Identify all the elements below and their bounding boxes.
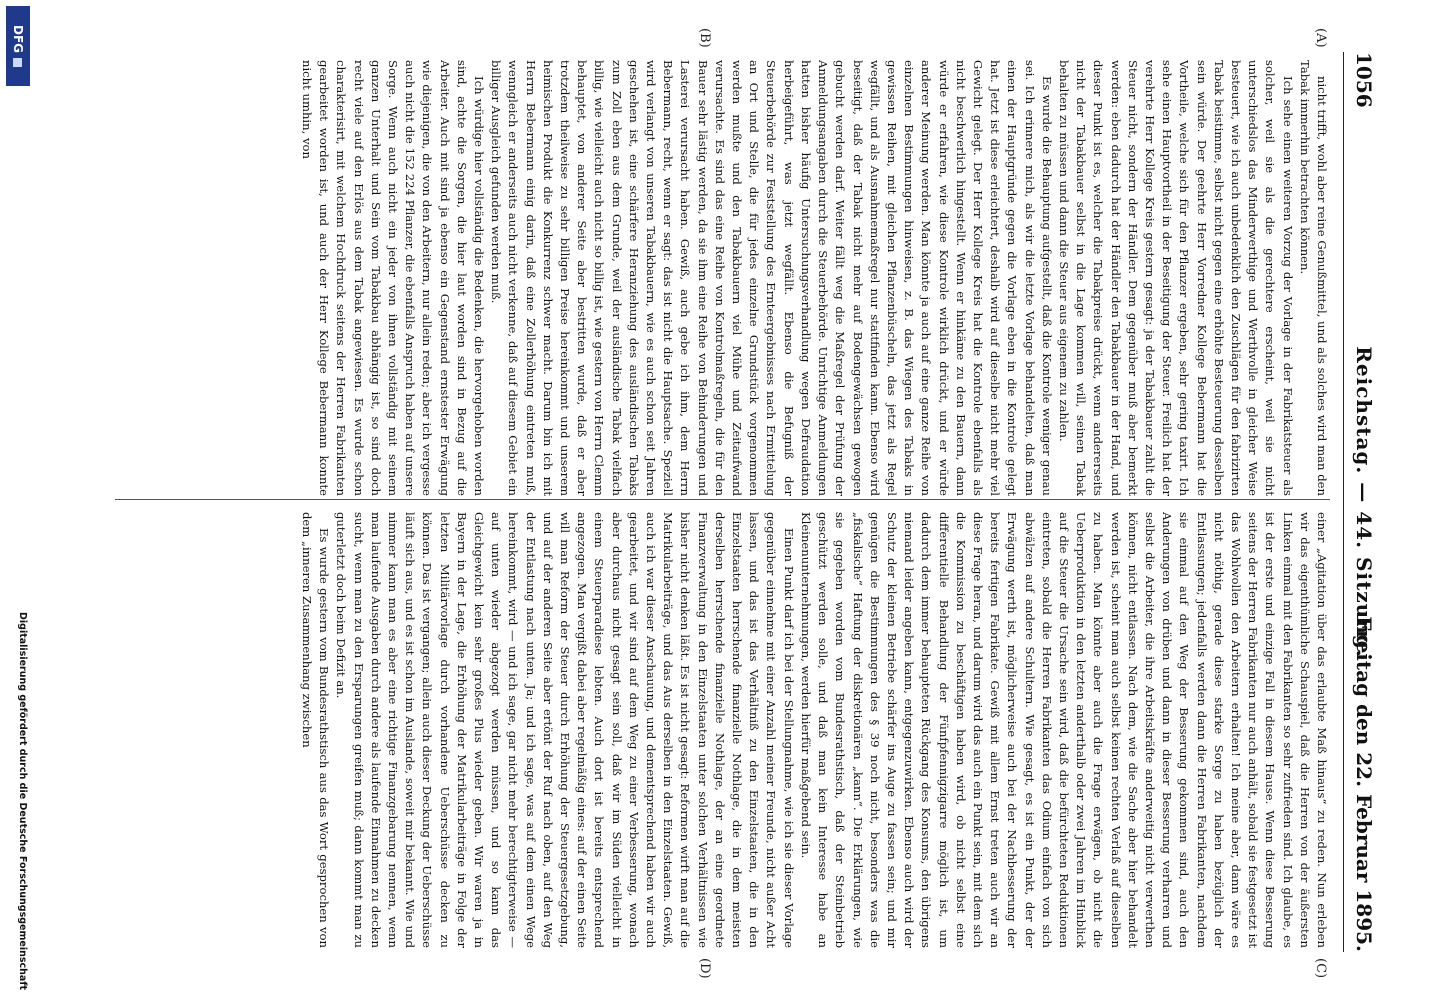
page-header <box>1343 52 1384 952</box>
dfg-logo-text: DFG <box>11 24 25 53</box>
dfg-logo <box>6 6 30 86</box>
right-text-column <box>115 512 1330 948</box>
session-title: Reichstag. — 44. Sitzung. <box>1352 346 1376 658</box>
paragraph: Es wurde gestern vom Bundesrathstisch aus das Wort gesprochen von dem „inneren Zusammenhang zwischen <box>300 512 332 948</box>
paragraph: Einen Punkt darf ich bei der Stellungnahme, wie ich sie dieser Vorlage gegenüber einnehme mit einer Anzahl meiner Freunde, nicht außer Acht lassen, und das ist das Verhältniß zu den Einzelstaaten, die in den Einzelstaaten herrschende finanzielle Nothlage, die in dem meisten derselben herrschende finanzielle Nothlage, der an eine geordnete Finanzverwaltung in den Einzelstaaten unter solchen Verhältnissen wie bisher nicht denken läßt. Es ist nicht gesagt: Reformen wirft man auf die Matrikularbeiträge, und das Aus derselben in den Einzelstaaten. Gewiß, auch ich war dieser Anschauung, und dementsprechend haben wir auch gearbeitet, und wir sind auf dem Weg zu einer Verbesserung, wonach aber durchaus nicht gesagt sein soll, daß wir im Süden vielleicht in einem Steuerparadiese lebten. Auch dort ist bereits entsprechend angezogen. Man vergißt dabei aber regelmäßig eines: auf der einen Seite will man Reform der Steuer durch Erhöhung der Steuergesetzgebung, und auf der anderen Seite aber ertönt der Ruf nach oben, auf den Weg der Entlastung nach unten. Ja; und ich sage, was auf dem einen Wege hereinkommt, wird — und ich sage, gar nicht mehr berechtigterweise — auf unten wieder abgezogt werden müssen, und so kann das Gleichgewicht kein sehr großes Plus wieder geben. Wir waren ja in Bayern in der Lage, die Erhöhung der Matrikularbeiträge in Folge der letzten Militärvorlage durch vorhandene Ueberschüsse decken zu können. Das ist vergangen; allein auch dieser Deckung der Ueberschüsse läuft sich aus, und es ist schon im Auslande, soweit mir bekannt. Wie und nimmer kann man es aber eine richtige Finanzgebarung nennen, wenn man laufende Ausgaben durch andere als laufende Einnahmen zu decken sucht, wenn man zu den Ersparungen greifen muß; dann kommt man zu guterletzt doch beim Defizit an. <box>334 512 796 948</box>
dfg-logo-square-icon <box>14 58 23 67</box>
session-date: Freitag den 22. Februar 1895. <box>1352 616 1376 952</box>
page-number: 1056 <box>1352 52 1376 108</box>
paragraph: nicht trifft, wohl aber reine Genußmittel, und als solches wird man den Tabak immerhin betrachten können. <box>1297 60 1329 496</box>
margin-marker-a: (A) <box>1313 28 1328 48</box>
margin-marker-d: (D) <box>697 958 712 979</box>
paragraph: Ich würdige hier vollständig die Bedenken, die hervorgehoben worden sind, achte die Sorgen, die hier laut worden sind in Bezug auf die Arbeiter. Auch mit sind ja ebenso ein Gegenstand ernstester Erwägung wie diejenigen, die von den Arbeitern, nur allein reden; aber ich vergesse auch nicht die 152 224 Pflanzer, die ebenfalls Anspruch haben auf unsere Sorge. Wenn auch nicht ein jeder von ihnen vollständig mit seinem ganzen Unterhalt und Sein vom Tabakbau abhängig ist, so sind doch recht viele auf den Erlös aus dem Tabak angewiesen. Es wurde schon charakterisirt, mit welchem Hochdruck seitens der Herren Fabrikanten gearbeitet worden ist, und auch der Herr Kollege Bebermann konnte nicht umhin, von <box>300 60 487 496</box>
margin-marker-c: (C) <box>1313 958 1328 979</box>
column-divider <box>115 499 1330 500</box>
margin-marker-b: (B) <box>697 28 712 48</box>
paragraph: einer „Agitation über das erlaubte Maß hinaus“ zu reden. Nun erleben wir das eigenthümliche Schauspiel, daß die Herren von der äußersten Linken einmal mit den Fabrikanten so sehr zufrieden sind. Ich glaube, es ist der erste und einzige Fall in diesem Hause. Wenn diese Besserung seitens der Herren Fabrikanten nur auch anhält, sobald sie festgesetzt ist das Wohlwollen den Arbeitern erhalten! Ich meine aber, dann wäre es nicht nöthig, gerade diese starke Sorge zu haben bezüglich der Entlassungen; jedenfalls werden dann die Herren Fabrikanten, nachdem sie einmal auf den Weg der Besserung gekommen sind, auch den Anderungen von drüben und dann in dieser Besserung verharren und selbst die Arbeiter, die ihre Arbeitskräfte anderweitig nicht verwerthen können, nicht entlassen. Nach dem, wie die Sache aber hier behandelt werden ist, scheint man auch selbst keinen rechten Verlaß auf dieselben zu haben. Man könnte aber auch die Frage erwägen, ob nicht die Ueberproduktion in den letzten anderthalb oder zwei Jahren im Hinblick auf die Steuer die Ursache sein wird, daß die befürchteten Reduktionen eintreten, sobald die Herren Fabrikanten das Odium einfach von sich abwälzen auf andere Schultern. Wie gesagt, es ist ein Punkt, der der Erwägung werth ist, möglicherweise auch bei der Nachbesserung der bereits fertigen Fabrikate. Gewiß mit allem Ernst treten auch wir an diese Frage heran, und darum wird das auch ein Punkt sein, mit dem sich die Kommission zu beschäftigen haben wird, ob nicht selbst eine differentielle Behandlung der Fünfpfennigzigarre möglich ist, um dadurch dem immer behaupteten Rückgang des Konsums, den übrigens niemand leider angeben kann, entgegenzuwirken. Ebenso auch wird der Schutz der kleinen Betriebe schärfer ins Auge zu fassen sein; und mir genügen die Bestimmungen des § 39 noch nicht, besonders was die „fiskalische“ Haftung der diskretionären „kann“. Die Erklärungen, wie sie gegeben worden vom Bundesrathstisch, daß der Steinbetrieb geschützt werden solle, und daß man kein Interesse habe an Kleinenunternehmungen, werden hierfür maßgebend sein. <box>798 512 1329 948</box>
digitization-credit: Digitalisierung gefördert durch die Deutsche Forschungsgemeinschaft <box>17 612 28 990</box>
paragraph: Es wurde die Behauptung aufgestellt, daß die Kontrole weniger genau sei. Ich erinnere mich, als wir die letzte Vorlage behandelten, daß man einen der Hauptgründe gegen die Vorlage eben in die Kontrole gelegt hat. Jetzt ist diese erleichtert, deshalb wird auf dieselbe nicht mehr viel Gewicht gelegt. Der Herr Kollege Kreis hat die Kontrole ebenfalls als nicht beschwerlich hingestellt. Wenn er hinkäme zu den Bauern, dann würde er erfahren, wie diese Kontrole wirklich drückt, und er würde anderer Meinung werden. Man könnte ja auch auf eine ganze Reihe von einzelnen Bestimmungen hinweisen, z. B. das Wiegen des Tabaks in gewissen Reihen, mit gleichen Pflanzenbüscheln, das jetzt als Regel wegfällt, und als Ausnahmemaßregel nur stattfinden kann. Ebenso wird beseitigt, daß der Tabak nicht mehr auf Bodengewächsen gewogen gebucht werden darf. Weiter fällt weg die Maßregel der Prüfung der Anmeldungsangaben durch die Steuerbehörde. Unrichtige Anmeldungen hatten bisher häufig Untersuchungsverhandlung wegen Defraudation herbeigeführt, was jetzt wegfällt. Ebenso die Befugniß der Steuerbehörde zur Feststellung des Ernteergebnisses nach Ermittelung an Ort und Stelle, die für jedes einzelne Grundstück vorgenommen werden mußte und den Tabakbauern viel Mühe und Zeitaufwand verursachte. Es sind das eine Reihe von Kontrolmaßregeln, die für den Bauer sehr lästig werden, da sie ihm eine Reihe von Behinderungen und Lasterei verursacht haben. Gewiß, auch gebe ich ihm, dem Herrn Bebermann, recht, wenn er sagt: das ist nicht die Hauptsache. Speziell wird verlangt von unseren Tabakbauern, wie es auch schon seit Jahren geschehen ist, eine schärfere Heranziehung des ausländischen Tabaks zum Zoll eben aus dem Grunde, weil der ausländische Tabak vielfach billig, wie vielleicht auch nicht so billig ist, wie gestern von Herrn Clemm behauptet, von anderer Seite aber bestritten wurde, daß er aber trotzdem theilweise zu sehr billigen Preise hereinkommt und unserem heimischen Produkt die Konkurrenz schwer macht. Darum bin ich mit Herrn Bebermann einig darin, daß eine Zollerhöhung eintreten muß, wenngleich er anderseits auch nicht verkenne, daß auf diesem Gebiet ein billiger Ausgleich gefunden werden muß. <box>489 60 1054 496</box>
paragraph: Ich sehe einen weiteren Vorzug der Vorlage in der Fabrikatsteuer als solcher, weil sie als die gerechtere erscheint, weil sie nicht unterschiedslos das Minderwerthige und Werthvolle in gleicher Weise besteuert, wie ich auch unbedenklich den Zuschlägen für den fabrizirten Tabak beistimme, selbst nicht gegen eine erhöhte Besteuerung desselben sein würde. Der geehrte Herr Vorredner Kollege Bebermann hat die Vortheile, welche sich für den Pflanzer ergeben, sehr gering taxirt. Ich sehe einen Hauptvortheil in der Beseitigung der Steuer. Freilich hat der verehrte Herr Kollege Kreis gestern gesagt: ja der Tabakbauer zahlt die Steuer nicht, sondern der Händler. Dem gegenüber muß aber bemerkt werden: eben dadurch hat der Händler den Tabakbauer in der Hand, und dieser Punkt ist es, welcher die Tabakpreise drückt, wenn andererseits nicht der Tabakbauer selbst in die Lage kommen will, seinen Tabak behalten zu müssen und dann die Steuer aus eigenem zu zahlen. <box>1056 60 1295 496</box>
left-text-column <box>115 60 1330 496</box>
